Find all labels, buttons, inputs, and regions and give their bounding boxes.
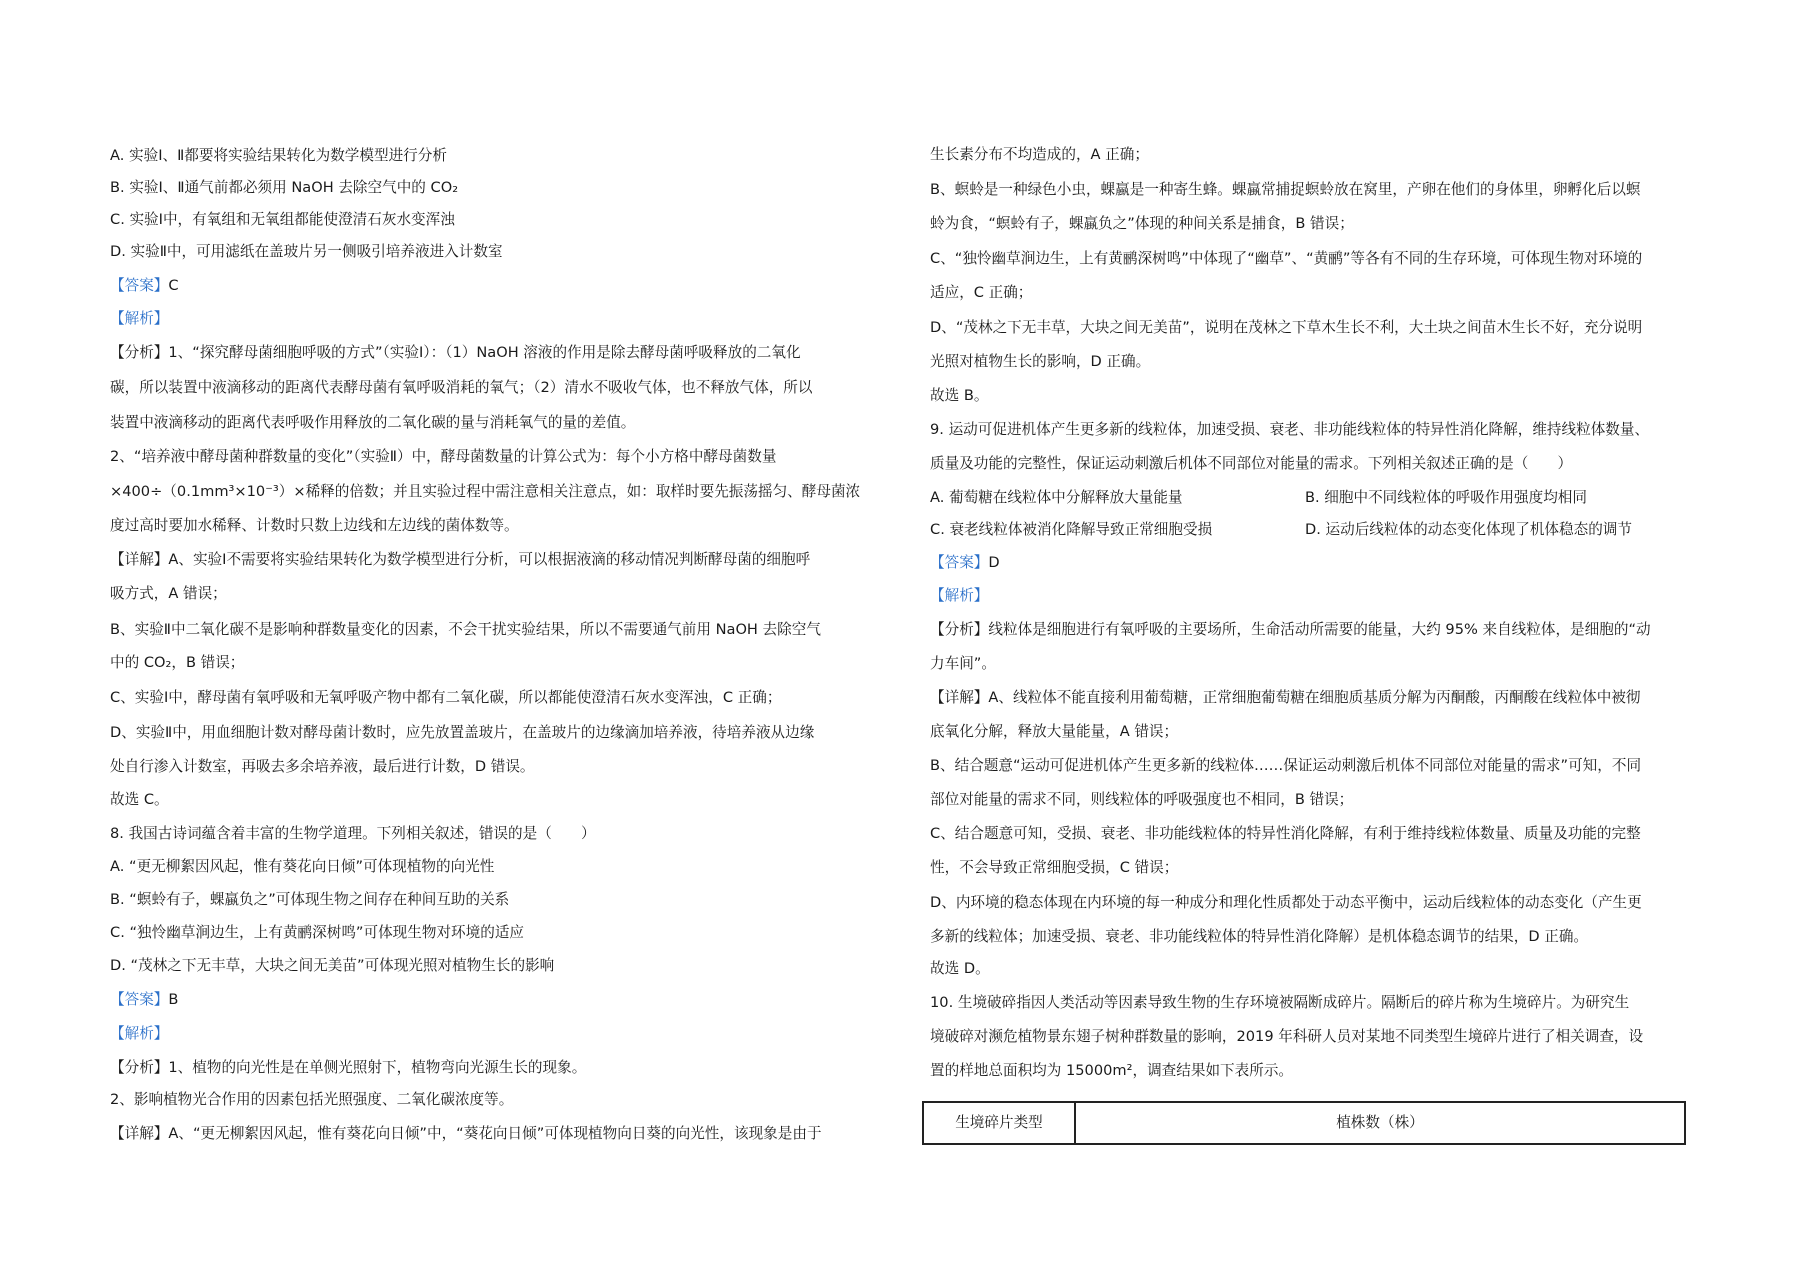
answer-line (110, 990, 178, 1010)
text-line: 故选 D。 (930, 960, 990, 977)
text-line: A. “更无柳絮因风起，惟有葵花向日倾”可体现植物的向光性 (110, 858, 495, 875)
answer-value: C (168, 277, 179, 294)
text-line: C、实验Ⅰ中，酵母菌有氧呼吸和无氧呼吸产物中都有二氧化碳，所以都能使澄清石灰水变浑浊，C 正确； (110, 689, 782, 706)
answer-line (110, 309, 168, 329)
answer-line (110, 276, 179, 296)
text-line: 度过高时要加水稀释、计数时只数上边线和左边线的菌体数等。 (110, 517, 519, 534)
text-line: C、结合题意可知，受损、衰老、非功能线粒体的特异性消化降解，有利于维持线粒体数量、质量及功能的完整 (930, 825, 1641, 842)
text-line: C. 实验Ⅰ中，有氧组和无氧组都能使澄清石灰水变浑浊 (110, 211, 455, 228)
text-line: D、内环境的稳态体现在内环境的每一种成分和理化性质都处于动态平衡中，运动后线粒体的动态变化（产生更 (930, 894, 1642, 911)
habitat-table (922, 1101, 1686, 1145)
text-line: C. “独怜幽草涧边生，上有黄鹂深树鸣”可体现生物对环境的适应 (110, 924, 525, 941)
text-line: 置的样地总面积均为 15000m²，调查结果如下表所示。 (930, 1062, 1294, 1079)
text-line: 9. 运动可促进机体产生更多新的线粒体，加速受损、衰老、非功能线粒体的特异性消化降解，维持线粒体数量、 (930, 421, 1650, 438)
answer-label: 【解析】 (110, 310, 169, 327)
text-line: 部位对能量的需求不同，则线粒体的呼吸强度也不相同，B 错误； (930, 791, 1354, 808)
text-line: B、结合题意“运动可促进机体产生更多新的线粒体……保证运动刺激后机体不同部位对能量的需求”可知，不同 (930, 757, 1642, 774)
table-header-habitat-type: 生境碎片类型 (955, 1114, 1043, 1131)
answer-label: 【解析】 (110, 1025, 169, 1042)
text-line: 10. 生境破碎指因人类活动等因素导致生物的生存环境被隔断成碎片。隔断后的碎片称为生境碎片。为研究生 (930, 994, 1630, 1011)
option-left: C. 衰老线粒体被消化降解导致正常细胞受损 (930, 521, 1213, 538)
text-line: 2、影响植物光合作用的因素包括光照强度、二氧化碳浓度等。 (110, 1091, 514, 1108)
answer-value: D (988, 554, 1000, 571)
text-line: B. “螟蛉有子，蜾蠃负之”可体现生物之间存在种间互助的关系 (110, 891, 510, 908)
answer-label: 【解析】 (930, 587, 989, 604)
text-line: B. 实验Ⅰ、Ⅱ通气前都必须用 NaOH 去除空气中的 CO₂ (110, 179, 459, 196)
text-line: 光照对植物生长的影响，D 正确。 (930, 353, 1151, 370)
text-line: 吸方式，A 错误； (110, 585, 227, 602)
text-line: 多新的线粒体；加速受损、衰老、非功能线粒体的特异性消化降解）是机体稳态调节的结果，D 正确。 (930, 928, 1589, 945)
text-line: 碳，所以装置中液滴移动的距离代表酵母菌有氧呼吸消耗的氧气；（2）清水不吸收气体，也不释放气体，所以 (110, 379, 813, 396)
text-line: A. 实验Ⅰ、Ⅱ都要将实验结果转化为数学模型进行分析 (110, 147, 447, 164)
text-line: D、实验Ⅱ中，用血细胞计数对酵母菌计数时，应先放置盖玻片，在盖玻片的边缘滴加培养液，待培养液从边缘 (110, 724, 815, 741)
text-line: 2、“培养液中酵母菌种群数量的变化”（实验Ⅱ）中，酵母菌数量的计算公式为：每个小方格中酵母菌数量 (110, 448, 777, 465)
text-line: 8. 我国古诗词蕴含着丰富的生物学道理。下列相关叙述，错误的是（ ） (110, 825, 596, 842)
option-left: A. 葡萄糖在线粒体中分解释放大量能量 (930, 489, 1183, 506)
text-line: 故选 B。 (930, 387, 989, 404)
text-line: 处自行渗入计数室，再吸去多余培养液，最后进行计数，D 错误。 (110, 758, 535, 775)
text-line: 性，不会导致正常细胞受损，C 错误； (930, 859, 1179, 876)
answer-line (110, 1024, 168, 1044)
text-line: 【分析】线粒体是细胞进行有氧呼吸的主要场所，生命活动所需要的能量，大约 95% 来自线粒体，是细胞的“动 (930, 621, 1651, 638)
answer-label: 【答案】 (930, 554, 989, 571)
text-line: 【分析】1、“探究酵母菌细胞呼吸的方式”（实验Ⅰ）：（1）NaOH 溶液的作用是除去酵母菌呼吸释放的二氧化 (110, 344, 801, 361)
text-line: 底氧化分解，释放大量能量，A 错误； (930, 723, 1179, 740)
option-right: B. 细胞中不同线粒体的呼吸作用强度均相同 (1305, 489, 1587, 506)
text-line: ×400÷（0.1mm³×10⁻³）×稀释的倍数；并且实验过程中需注意相关注意点，如：取样时要先振荡摇匀、酵母菌浓 (110, 483, 861, 500)
text-line: C、“独怜幽草涧边生，上有黄鹂深树鸣”中体现了“幽草”、“黄鹂”等各有不同的生存环境，可体现生物对环境的 (930, 250, 1643, 267)
text-line: B、螟蛉是一种绿色小虫，蜾蠃是一种寄生蜂。蜾蠃常捕捉螟蛉放在窝里，产卵在他们的身体里，卵孵化后以螟 (930, 181, 1641, 198)
answer-line (930, 553, 1000, 573)
text-line: D. 实验Ⅱ中，可用滤纸在盖玻片另一侧吸引培养液进入计数室 (110, 243, 503, 260)
text-line: 力车间”。 (930, 655, 996, 672)
text-line: 故选 C。 (110, 791, 169, 808)
text-line: 【分析】1、植物的向光性是在单侧光照射下，植物弯向光源生长的现象。 (110, 1059, 587, 1076)
answer-label: 【答案】 (110, 991, 169, 1008)
text-line: 质量及功能的完整性，保证运动刺激后机体不同部位对能量的需求。下列相关叙述正确的是（ ） (930, 455, 1573, 472)
text-line: 生长素分布不均造成的，A 正确； (930, 146, 1149, 163)
text-line: 【详解】A、“更无柳絮因风起，惟有葵花向日倾”中，“葵花向日倾”可体现植物向日葵的向光性，该现象是由于 (110, 1125, 822, 1142)
text-line: D. “茂林之下无丰草，大块之间无美苗”可体现光照对植物生长的影响 (110, 957, 555, 974)
text-line: B、实验Ⅱ中二氧化碳不是影响种群数量变化的因素，不会干扰实验结果，所以不需要通气前用 NaOH 去除空气 (110, 621, 821, 638)
answer-label: 【答案】 (110, 277, 169, 294)
text-line: 装置中液滴移动的距离代表呼吸作用释放的二氧化碳的量与消耗氧气的量的差值。 (110, 414, 636, 431)
text-line: 适应，C 正确； (930, 284, 1033, 301)
text-line: D、“茂林之下无丰草，大块之间无美苗”，说明在茂林之下草木生长不利，大土块之间苗木生长不好，充分说明 (930, 319, 1643, 336)
option-row (930, 520, 1632, 540)
option-right: D. 运动后线粒体的动态变化体现了机体稳态的调节 (1305, 521, 1632, 538)
text-line: 【详解】A、线粒体不能直接利用葡萄糖，正常细胞葡萄糖在细胞质基质分解为丙酮酸，丙酮酸在线粒体中被彻 (930, 689, 1641, 706)
text-line: 蛉为食，“螟蛉有子，蜾蠃负之”体现的种间关系是捕食，B 错误； (930, 215, 1354, 232)
table-header-plant-count: 植株数（株） (1336, 1114, 1424, 1131)
option-row (930, 488, 1587, 508)
answer-line (930, 586, 988, 606)
text-line: 境破碎对濒危植物景东翅子树种群数量的影响，2019 年科研人员对某地不同类型生境碎片进行了相关调查，设 (930, 1028, 1644, 1045)
text-line: 中的 CO₂，B 错误； (110, 654, 245, 671)
text-line: 【详解】A、实验Ⅰ不需要将实验结果转化为数学模型进行分析，可以根据液滴的移动情况判断酵母菌的细胞呼 (110, 551, 811, 568)
answer-value: B (168, 991, 179, 1008)
